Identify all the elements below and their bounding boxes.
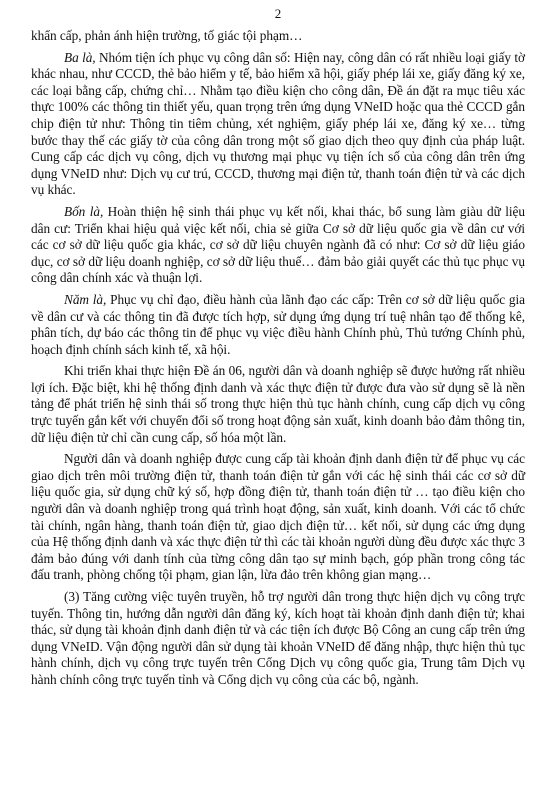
paragraph-text: Phục vụ chỉ đạo, điều hành của lãnh đạo các cấp: Trên cơ sở dữ liệu quốc gia về dân cư và các thông tin đã được tích hợp, sử dụng ứng dụng trí tuệ nhân tạo để thống kê, phân tích, dự báo các thông tin để phục vụ việc điều hành Chính phủ, Thủ tướng Chính phủ, hoạch định chính sách kinh tế, xã hội.	[31, 291, 525, 357]
paragraph-text: khẩn cấp, phản ánh hiện trường, tố giác tội phạm…	[31, 28, 303, 43]
paragraph-7	[31, 589, 525, 689]
paragraph-4	[31, 292, 525, 358]
paragraph-2	[31, 50, 525, 199]
paragraph-6	[31, 451, 525, 584]
paragraph-text: Khi triển khai thực hiện Đề án 06, người dân và doanh nghiệp sẽ được hưởng rất nhiều lợi ích. Đặc biệt, khi hệ thống định danh và xác thực điện tử được đưa vào sử dụng sẽ là nền tảng để phát triển hệ sinh thái số trong thực hiện thủ tục hành chính, cung cấp dịch vụ công trực tuyến gắn kết với chuyển đổi số trong hoạt động sản xuất, kinh doanh bảo đảm thông tin, dữ liệu điện tử chỉ cần cung cấp, số hóa một lần.	[31, 363, 525, 445]
paragraph-text: Nhóm tiện ích phục vụ công dân số: Hiện nay, công dân có rất nhiều loại giấy tờ khác nhau, như CCCD, thẻ bảo hiểm y tế, bảo hiểm xã hội, giấy phép lái xe, giấy đăng ký xe, các loại bằng cấp, chứng chỉ… Nhằm tạo điều kiện cho công dân, Đề án đặt ra mục tiêu xác thực 100% các thông tin thiết yếu, quan trọng trên ứng dụng VNeID hoặc qua thẻ CCCD gắn chip điện tử như: Thông tin tiêm chủng, xét nghiệm, giấy phép lái xe, đăng ký xe… từng bước thay thế các giấy tờ của công dân trong một số giao dịch theo quy định của pháp luật. Cung cấp các dịch vụ công, dịch vụ thương mại phục vụ tiện ích số của công dân trên ứng dụng VNeID như: Dịch vụ cư trú, CCCD, thương mại điện tử, thanh toán điện tử và các dịch vụ khác.	[31, 49, 525, 198]
paragraph-1	[31, 28, 525, 45]
paragraph-lead: Ba là,	[64, 49, 96, 65]
paragraph-lead: Năm là,	[64, 291, 107, 307]
paragraph-5	[31, 363, 525, 446]
paragraph-text: Hoàn thiện hệ sinh thái phục vụ kết nối, khai thác, bổ sung làm giàu dữ liệu dân cư: Triển khai hiệu quả việc kết nối, chia sẻ giữa Cơ sở dữ liệu quốc gia về dân cư với các cơ sở dữ liệu quốc gia khác, cơ sở dữ liệu chuyên ngành đã có như: Cơ sở dữ liệu giáo dục, cơ sở dữ liệu doanh nghiệp, cơ sở dữ liệu thuế… đảm bảo giải quyết các thủ tục phục vụ công dân chính xác và thuận lợi.	[31, 203, 525, 286]
paragraph-text: (3) Tăng cường việc tuyên truyền, hỗ trợ người dân trong thực hiện dịch vụ công trực tuyến. Thông tin, hướng dẫn người dân đăng ký, kích hoạt tài khoản định danh điện tử; khai thác, sử dụng tài khoản định danh điện tử và các tiện ích được Bộ Công an cung cấp trên ứng dụng VNeID. Vận động người dân sử dụng tài khoản VNeID để đăng nhập, thực hiện thủ tục hành chính, dịch vụ công trực tuyến trên Cổng Dịch vụ công quốc gia, Trung tâm Dịch vụ hành chính công trực tuyến tỉnh và Cổng dịch vụ công của các bộ, ngành.	[31, 589, 525, 687]
paragraph-3	[31, 204, 525, 287]
page-number: 2	[274, 6, 282, 21]
paragraph-lead: Bốn là,	[64, 203, 104, 219]
paragraph-text: Người dân và doanh nghiệp được cung cấp tài khoản định danh điện tử để phục vụ các giao dịch trên môi trường điện tử, thanh toán điện tử gắn với các hệ sinh thái các cơ sở dữ liệu quốc gia, sử dụng chữ ký số, hợp đồng điện tử, thanh toán điện tử … tạo điều kiện cho người dân và doanh nghiệp trong quá trình hoạt động, sản xuất, kinh doanh. Với các tổ chức tài chính, ngân hàng, thanh toán điện tử, giao dịch điện tử… kết nối, sử dụng các ứng dụng của Hệ thống định danh và xác thực điện tử thì các tài khoản người dùng đều được xác thực 3 đảm bảo đúng với danh tính của từng công dân tạo sự minh bạch, góp phần trong công tác đấu tranh, phòng chống tội phạm, gian lận, lừa đảo trên không gian mạng…	[31, 451, 525, 583]
